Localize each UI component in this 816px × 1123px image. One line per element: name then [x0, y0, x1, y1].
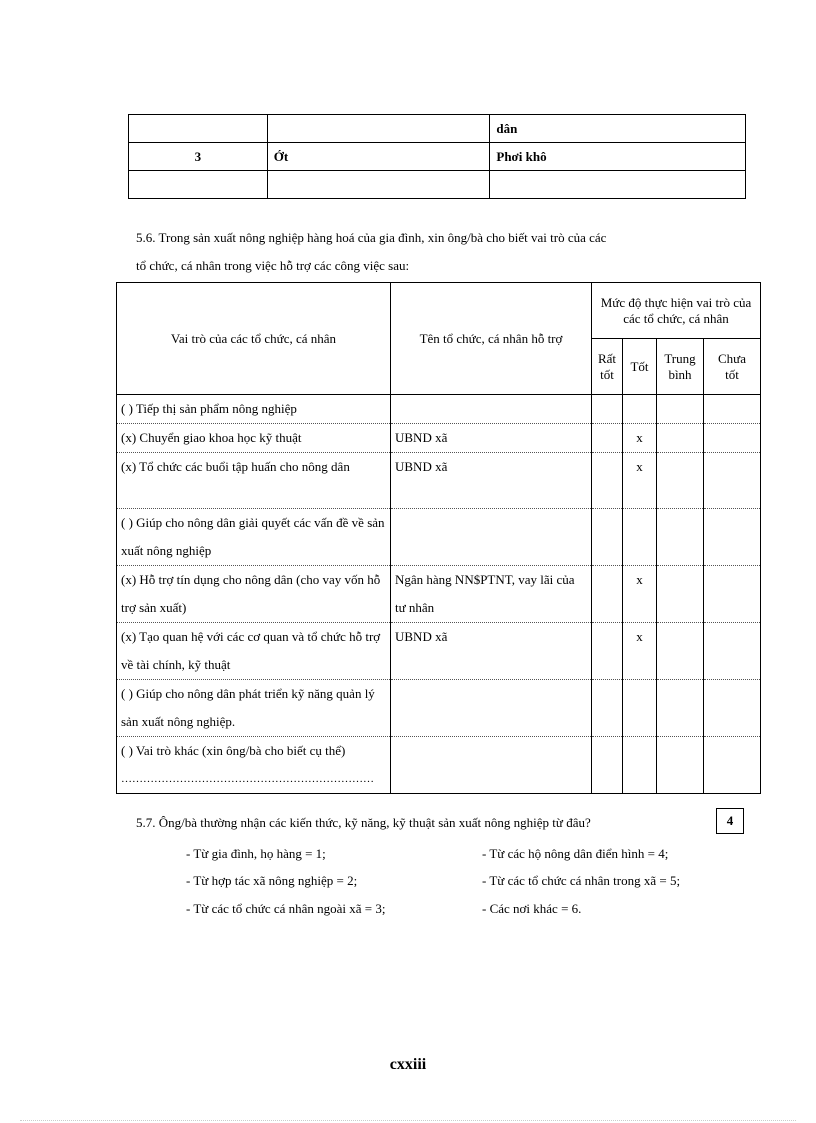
option-2: - Từ hợp tác xã nông nghiệp = 2; [186, 873, 358, 888]
table-row [117, 566, 761, 623]
table-row [117, 509, 761, 566]
table-row [117, 453, 761, 509]
question-5-7: 5.7. Ông/bà thường nhận các kiến thức, kỹ năng, kỹ thuật sản xuất nông nghiệp từ đâu? [136, 815, 591, 830]
page-number: cxxiii [389, 1056, 427, 1073]
role-cell: ( ) Tiếp thị sản phẩm nông nghiệp [117, 395, 391, 424]
good-mark [623, 680, 657, 737]
good-mark [623, 395, 657, 424]
good-mark [623, 737, 657, 794]
processing-method: dân [490, 115, 746, 143]
header-org: Tên tổ chức, cá nhân hỗ trợ [391, 283, 592, 395]
good-mark: x [623, 623, 657, 680]
good-mark: x [623, 566, 657, 623]
products-table [128, 114, 746, 199]
org-cell: UBND xã [391, 623, 592, 680]
processing-method: Phơi khô [490, 143, 746, 171]
option-1: - Từ gia đình, họ hàng = 1; [186, 846, 326, 861]
org-cell: Ngân hàng NN$PTNT, vay lãi của tư nhân [391, 566, 592, 623]
table-row [129, 115, 746, 143]
table-row [117, 737, 761, 794]
table-row [117, 395, 761, 424]
role-cell: (x) Chuyển giao khoa học kỹ thuật [117, 424, 391, 453]
good-mark [623, 509, 657, 566]
role-other-label: ( ) Vai trò khác (xin ông/bà cho biết cụ thể) [121, 743, 346, 758]
org-cell [391, 737, 592, 794]
header-not-good: Chưa tốt [704, 339, 761, 395]
header-good: Tốt [623, 339, 657, 395]
header-role: Vai trò của các tổ chức, cá nhân [117, 283, 391, 395]
product-name [267, 171, 490, 199]
org-cell [391, 509, 592, 566]
table-row [129, 171, 746, 199]
role-cell: (x) Tổ chức các buổi tập huấn cho nông dân [117, 453, 391, 509]
page-bottom-divider [20, 1120, 796, 1121]
answer-box: 4 [716, 808, 744, 834]
role-cell: ( ) Giúp cho nông dân giải quyết các vấn đề về sản xuất nông nghiệp [117, 509, 391, 566]
org-cell [391, 680, 592, 737]
support-roles-table [116, 282, 761, 794]
org-cell [391, 395, 592, 424]
table-row [117, 424, 761, 453]
option-3: - Từ các tổ chức cá nhân ngoài xã = 3; [186, 901, 386, 916]
role-cell: (x) Hỗ trợ tín dụng cho nông dân (cho vay vốn hỗ trợ sản xuất) [117, 566, 391, 623]
product-name: Ớt [267, 143, 490, 171]
role-cell: ( ) Giúp cho nông dân phát triển kỹ năng quản lý sản xuất nông nghiệp. [117, 680, 391, 737]
question-5-6-line1: 5.6. Trong sản xuất nông nghiệp hàng hoá của gia đình, xin ông/bà cho biết vai trò của các [136, 230, 607, 245]
good-mark: x [623, 424, 657, 453]
header-level: Mức độ thực hiện vai trò của các tổ chức, cá nhân [592, 283, 761, 339]
row-number: 3 [129, 143, 268, 171]
role-cell: (x) Tạo quan hệ với các cơ quan và tổ chức hỗ trợ về tài chính, kỹ thuật [117, 623, 391, 680]
good-mark: x [623, 453, 657, 509]
option-6: - Các nơi khác = 6. [482, 901, 582, 916]
processing-method [490, 171, 746, 199]
question-5-6 [136, 224, 746, 280]
question-5-6-line2: tổ chức, cá nhân trong việc hỗ trợ các công việc sau: [136, 258, 410, 273]
org-cell: UBND xã [391, 424, 592, 453]
header-average: Trung bình [657, 339, 704, 395]
role-cell [117, 737, 391, 794]
table-row [117, 680, 761, 737]
role-other-dots: …………………………………………………………… [121, 773, 374, 785]
product-name [267, 115, 490, 143]
table-row [117, 623, 761, 680]
row-number [129, 171, 268, 199]
table-row [129, 143, 746, 171]
option-4: - Từ các hộ nông dân điển hình = 4; [482, 846, 669, 861]
header-very-good: Rất tốt [592, 339, 623, 395]
row-number [129, 115, 268, 143]
option-5: - Từ các tổ chức cá nhân trong xã = 5; [482, 873, 681, 888]
org-cell: UBND xã [391, 453, 592, 509]
